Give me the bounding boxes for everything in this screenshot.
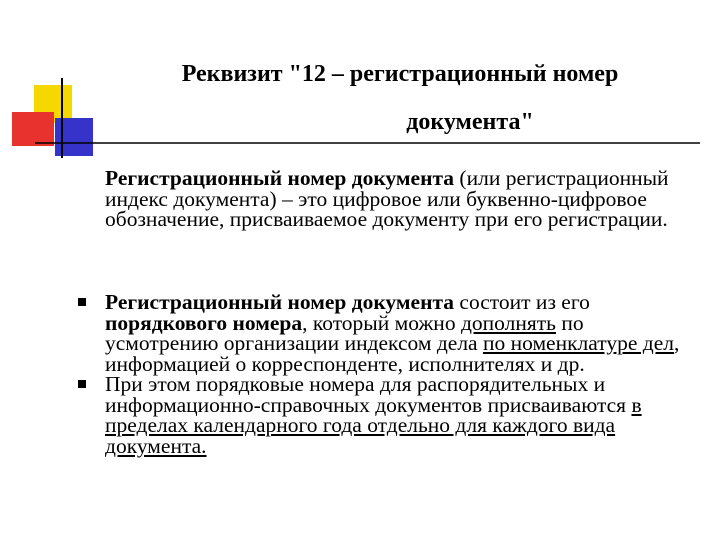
bullet-text-part: состоит из его <box>454 290 590 314</box>
bullet-text <box>105 292 695 374</box>
decor-red-square <box>12 112 54 146</box>
bullet-list <box>0 292 720 456</box>
slide-title <box>100 50 700 146</box>
bullet-text-part: , информацией о корреспонденте, исполнителях и др. <box>105 331 680 376</box>
list-item <box>0 292 720 374</box>
decor-blue-square <box>55 118 93 156</box>
slide-title-line1: Реквизит "12 – регистрационный номер <box>181 61 619 87</box>
intro-paragraph <box>105 168 695 230</box>
bullet-text-part: При этом порядковые номера для распорядительных и информационно-справочных документов присваиваются <box>105 372 632 417</box>
bullet-term: Регистрационный номер документа <box>105 290 455 314</box>
bullet-term: порядкового номера <box>105 310 303 335</box>
slide-title-line2: документа" <box>406 109 534 135</box>
bullet-square-icon <box>78 380 86 388</box>
bullet-text-part: по усмотрению организации индексом дела <box>105 310 584 355</box>
intro-definition: (или регистрационный индекс документа) – это цифровое или буквенно-цифровое обозначение, присваиваемое документу при его регистрации. <box>105 166 669 231</box>
bullet-underlined: по номенклатуре дел <box>482 331 675 355</box>
bullet-text-part: , который можно <box>302 310 461 335</box>
bullet-underlined: дополнять <box>460 310 556 335</box>
bullet-square-icon <box>78 298 86 306</box>
intro-term: Регистрационный номер документа <box>105 166 455 190</box>
bullet-text <box>105 374 695 456</box>
list-item <box>0 374 720 456</box>
bullet-underlined: в пределах календарного года отдельно для каждого вида документа. <box>105 392 642 458</box>
